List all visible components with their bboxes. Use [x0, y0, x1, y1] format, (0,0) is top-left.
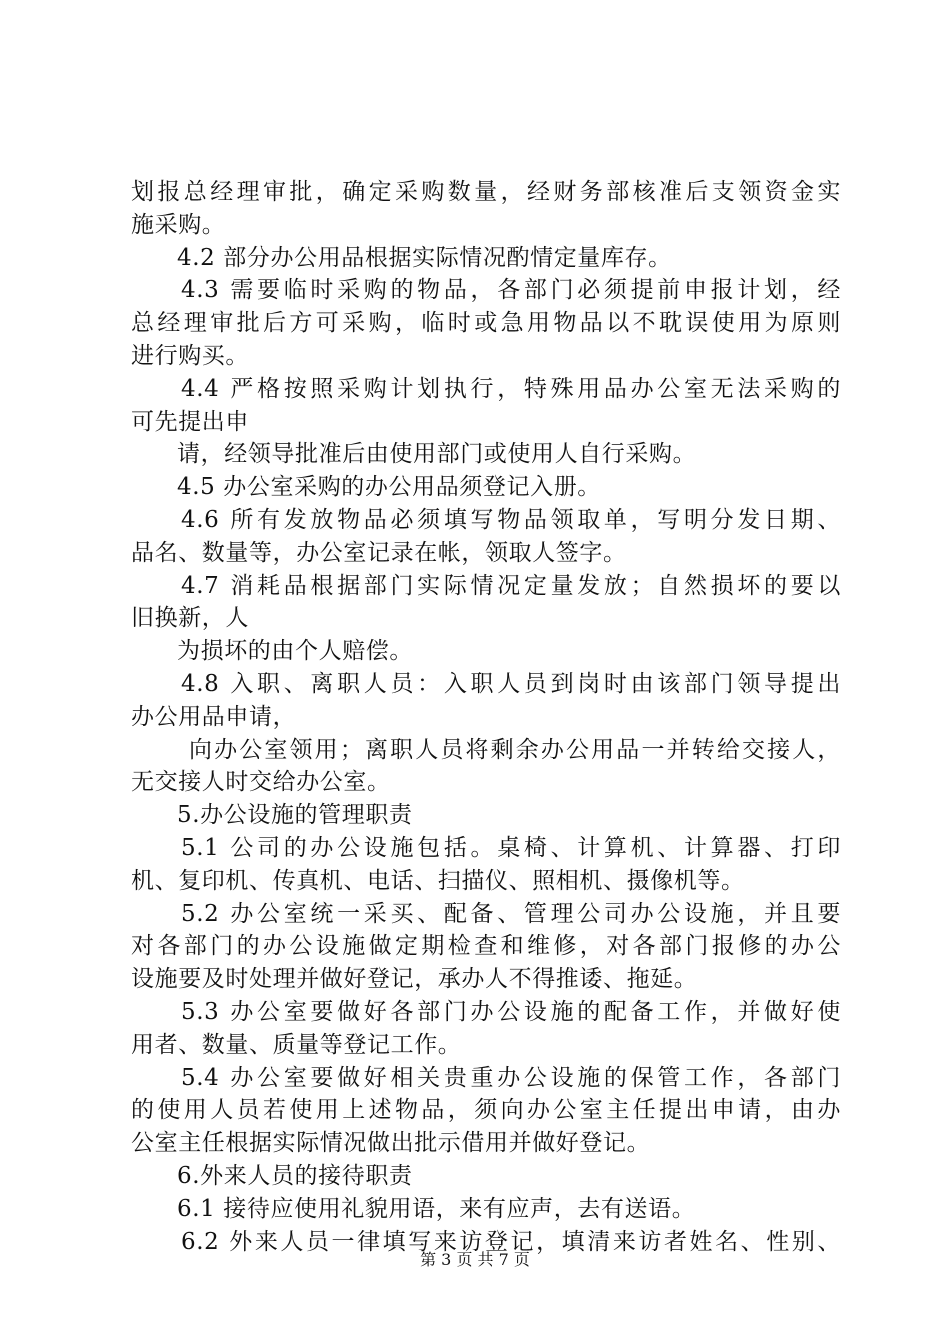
text-line: 旧换新，人	[131, 605, 249, 632]
text-line: 4.5 办公室采购的办公用品须登记入册。	[177, 474, 601, 501]
text-line: 无交接人时交给办公室。	[131, 769, 391, 796]
text-line: 公室主任根据实际情况做出批示借用并做好登记。	[131, 1130, 651, 1157]
text-line: 4.8 入职、离职人员：入职人员到岗时由该部门领导提出	[181, 670, 841, 697]
text-line: 5.4 办公室要做好相关贵重办公设施的保管工作，各部门	[181, 1064, 841, 1091]
text-line: 品名、数量等，办公室记录在帐，领取人签字。	[131, 539, 627, 566]
text-line: 6.2 外来人员一律填写来访登记，填清来访者姓名、性别、	[181, 1228, 841, 1255]
text-line: 请，经领导批准后由使用部门或使用人自行采购。	[177, 441, 697, 468]
text-line: 机、复印机、传真机、电话、扫描仪、照相机、摄像机等。	[131, 867, 745, 894]
text-line: 划报总经理审批，确定采购数量，经财务部核准后支领资金实	[131, 179, 841, 205]
document-body	[131, 176, 841, 1258]
text-line: 5.2 办公室统一采买、配备、管理公司办公设施，并且要	[181, 900, 841, 927]
text-line: 4.7 消耗品根据部门实际情况定量发放；自然损坏的要以	[181, 572, 841, 599]
text-line: 4.2 部分办公用品根据实际情况酌情定量库存。	[177, 244, 672, 271]
text-line: 4.3 需要临时采购的物品，各部门必须提前申报计划，经	[181, 277, 841, 304]
text-line: 的使用人员若使用上述物品，须向办公室主任提出申请，由办	[131, 1097, 841, 1124]
text-line: 用者、数量、质量等登记工作。	[131, 1031, 462, 1058]
text-line: 5.3 办公室要做好各部门办公设施的配备工作，并做好使	[181, 998, 841, 1025]
text-line: 可先提出申	[131, 408, 249, 435]
text-line: 向办公室领用；离职人员将剩余办公用品一并转给交接人，	[189, 736, 841, 763]
text-line: 办公用品申请，	[131, 703, 297, 730]
text-line: 4.6 所有发放物品必须填写物品领取单，写明分发日期、	[181, 506, 841, 533]
text-line: 6.外来人员的接待职责	[177, 1162, 413, 1189]
text-line: 6.1 接待应使用礼貌用语，来有应声，去有送语。	[177, 1195, 696, 1222]
text-line: 施采购。	[131, 211, 226, 238]
text-line: 为损坏的由个人赔偿。	[177, 638, 413, 665]
text-line: 4.4 严格按照采购计划执行，特殊用品办公室无法采购的	[181, 375, 841, 402]
text-line: 对各部门的办公设施做定期检查和维修，对各部门报修的办公	[131, 933, 841, 960]
text-line: 5.1 公司的办公设施包括。桌椅、计算机、计算器、打印	[181, 834, 841, 861]
text-line: 5.办公设施的管理职责	[177, 802, 413, 829]
text-line: 进行购买。	[131, 342, 249, 369]
text-line: 设施要及时处理并做好登记，承办人不得推诿、拖延。	[131, 966, 698, 993]
text-line: 总经理审批后方可采购，临时或急用物品以不耽误使用为原则	[131, 310, 841, 337]
page-footer: 第 3 页 共 7 页	[420, 1250, 530, 1269]
